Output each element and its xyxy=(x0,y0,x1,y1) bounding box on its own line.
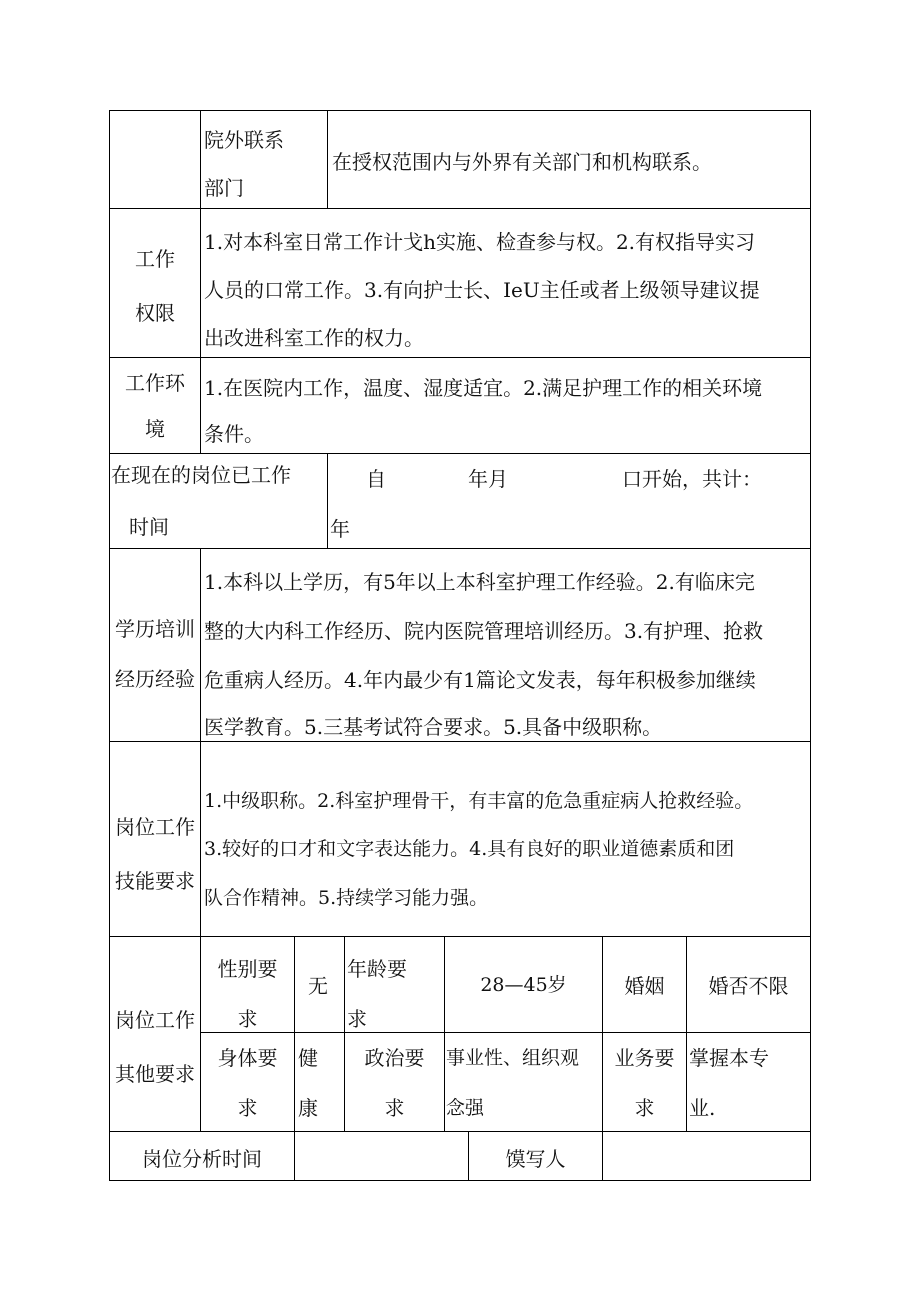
politics-value-line1: 事业性、组织观 xyxy=(446,1047,580,1069)
skills-label xyxy=(110,800,200,908)
business-value-line1: 掌握本专 xyxy=(689,1046,769,1070)
politics-label-line1: 政治要 xyxy=(364,1046,425,1070)
writer-label-text: 馍写人 xyxy=(505,1147,566,1171)
analysis-time-label xyxy=(110,1143,294,1172)
authority-label xyxy=(112,232,198,340)
business-label-line2: 求 xyxy=(634,1096,655,1120)
writer-label xyxy=(469,1143,602,1172)
health-label-line2: 求 xyxy=(237,1096,258,1120)
gender-label-line1: 性别要 xyxy=(217,957,278,981)
other-label-line1: 岗位工作 xyxy=(115,1008,195,1032)
skills-content xyxy=(204,786,810,926)
health-value-line1: 健 xyxy=(298,1046,318,1070)
marriage-value-text: 婚否不限 xyxy=(708,974,789,998)
analysis-time-value[interactable] xyxy=(295,1132,468,1180)
tenure-year-month: 年月 xyxy=(468,467,508,491)
business-label-line1: 业务要 xyxy=(614,1046,675,1070)
environment-line2: 条件。 xyxy=(204,422,264,446)
business-value-line2: 业. xyxy=(689,1096,716,1120)
education-label-line1: 学历培训 xyxy=(115,617,195,641)
environment-line1: 1.在医院内工作，温度、湿度适宜。2.满足护理工作的相关环境 xyxy=(204,376,763,400)
contact-dept-content xyxy=(332,142,807,182)
education-line2: 整的大内科工作经历、院内医院管理培训经历。3.有护理、抢救 xyxy=(204,619,764,643)
authority-label-line1: 工作 xyxy=(135,247,175,271)
authority-line2: 人员的口常工作。3.有向护士长、IeU主任或者上级领导建议提 xyxy=(204,278,760,302)
authority-label-line2: 权限 xyxy=(135,301,175,325)
health-value-line2: 康 xyxy=(298,1096,318,1120)
gender-value-text: 无 xyxy=(308,974,328,998)
education-label-line2: 经历经验 xyxy=(115,667,195,691)
contact-dept-text: 在授权范围内与外界有关部门和机构联系。 xyxy=(332,150,712,174)
skills-line2: 3.较好的口才和文字表达能力。4.具有良好的职业道德素质和团 xyxy=(204,838,735,860)
gender-label-line2: 求 xyxy=(237,1007,258,1031)
contact-dept-label-line2: 部门 xyxy=(204,176,244,200)
age-value xyxy=(445,970,602,997)
education-line4: 医学教育。5.三基考试符合要求。5.具备中级职称。 xyxy=(204,715,663,739)
tenure-year: 年 xyxy=(330,517,350,541)
skills-label-line1: 岗位工作 xyxy=(115,815,195,839)
skills-line3: 队合作精神。5.持续学习能力强。 xyxy=(204,887,489,909)
tenure-content xyxy=(328,455,810,547)
environment-label-line2: 境 xyxy=(145,417,165,441)
politics-label-line2: 求 xyxy=(384,1096,405,1120)
business-value xyxy=(689,1033,810,1133)
business-label xyxy=(603,1033,686,1133)
politics-value xyxy=(446,1033,602,1133)
health-label xyxy=(201,1033,294,1133)
authority-line1: 1.对本科室日常工作计戈h实施、检查参与权。2.有权指导实习 xyxy=(204,230,756,254)
marriage-label-text: 婚姻 xyxy=(624,974,665,998)
tenure-label-line1: 在现在的岗位已工作 xyxy=(111,463,291,487)
age-value-text: 28—45岁 xyxy=(480,974,567,996)
education-content xyxy=(204,556,810,740)
other-label-line2: 其他要求 xyxy=(115,1062,195,1086)
tenure-from: 自 xyxy=(366,467,386,491)
skills-label-line2: 技能要求 xyxy=(115,869,195,893)
health-value xyxy=(298,1033,344,1133)
authority-line3: 出改进科室工作的权力。 xyxy=(204,326,424,350)
age-label-line1: 年龄要 xyxy=(347,957,407,981)
contact-dept-label-line1: 院外联系 xyxy=(204,128,284,152)
environment-label-line1: 工作环 xyxy=(125,371,185,395)
analysis-time-label-text: 岗位分析时间 xyxy=(142,1147,262,1171)
age-label-line2: 求 xyxy=(347,1007,367,1031)
writer-value[interactable] xyxy=(603,1132,810,1180)
age-label xyxy=(347,944,443,1044)
marriage-value xyxy=(687,970,810,999)
marriage-label xyxy=(603,970,686,999)
politics-value-line2: 念强 xyxy=(446,1097,485,1119)
contact-dept-label xyxy=(204,116,324,212)
education-line3: 危重病人经历。4.年内最少有1篇论文发表，每年积极参加继续 xyxy=(204,668,756,692)
tenure-start-total: 口开始，共计： xyxy=(622,467,762,491)
gender-value xyxy=(308,970,344,999)
education-line1: 1.本科以上学历，有5年以上本科室护理工作经验。2.有临床完 xyxy=(204,570,755,594)
education-label xyxy=(110,604,200,704)
health-label-line1: 身体要 xyxy=(217,1046,278,1070)
skills-line1: 1.中级职称。2.科室护理骨干，有丰富的危急重症病人抢救经验。 xyxy=(204,790,754,812)
tenure-label xyxy=(111,455,326,547)
tenure-label-line2: 时间 xyxy=(129,515,169,539)
other-label xyxy=(110,993,200,1101)
politics-label xyxy=(345,1033,444,1133)
environment-label xyxy=(112,360,198,452)
gender-label xyxy=(201,944,294,1044)
